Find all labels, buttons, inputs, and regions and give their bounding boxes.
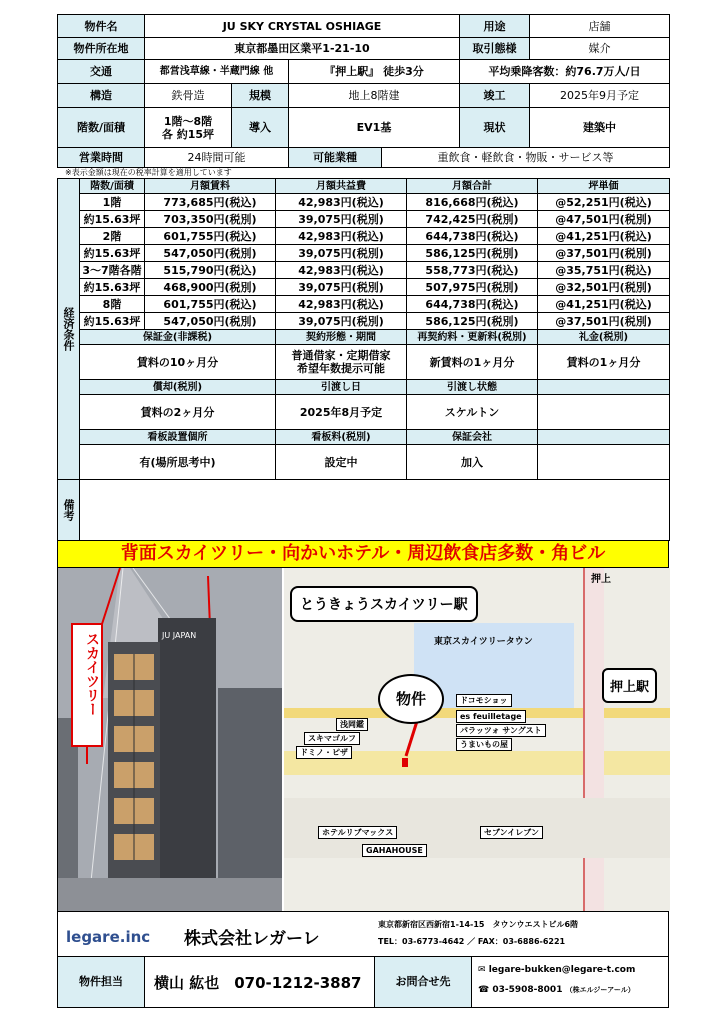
tax-note: ※表示金額は現在の税率計算を適用しています <box>65 168 232 177</box>
shop-label: ドコモショッ <box>456 694 512 707</box>
company-tel-fax: TEL：03-6773-4642 ／ FAX：03-6886-6221 <box>378 937 566 946</box>
company-address: 東京都新宿区西新宿1-14-15 タウンウエストビル6階 <box>378 920 579 929</box>
deal-value: 媒介 <box>530 38 670 60</box>
skytree-label: スカイツリー <box>84 632 100 716</box>
rent-header-4: 坪単価 <box>538 179 670 194</box>
shop-label: ドミノ・ピザ <box>296 746 352 759</box>
building-sign: JU JAPAN <box>162 631 197 640</box>
rent-row <box>58 194 670 211</box>
property-sheet <box>57 14 669 1008</box>
building-illustration <box>58 568 282 911</box>
rent-cell: 42,983円(税込) <box>276 228 407 245</box>
rent-cell: 601,755円(税込) <box>145 228 276 245</box>
rent-cell: 558,773円(税込) <box>407 262 538 279</box>
term-value <box>538 395 670 430</box>
company-footer <box>57 912 669 1008</box>
term-value <box>538 445 670 480</box>
term-label: 引渡し日 <box>276 380 407 395</box>
rent-cell: 644,738円(税込) <box>407 296 538 313</box>
company-name: 株式会社レガーレ <box>184 929 320 949</box>
area-map <box>284 568 670 911</box>
rent-cell: 586,125円(税別) <box>407 313 538 330</box>
rent-cell: 3～7階各階 <box>80 262 145 279</box>
building-photo <box>58 568 282 911</box>
term-label: 引渡し状態 <box>407 380 538 395</box>
term-label: 保証金(非課税) <box>80 330 276 345</box>
structure-value: 鉄骨造 <box>145 84 232 108</box>
email-link[interactable]: legare-bukken@legare-t.com <box>488 965 636 975</box>
rent-cell: 39,075円(税別) <box>276 279 407 296</box>
rent-cell: 507,975円(税別) <box>407 279 538 296</box>
oshiage-top-label: 押上 <box>591 574 611 585</box>
rent-cell: 742,425円(税別) <box>407 211 538 228</box>
rent-cell: 773,685円(税込) <box>145 194 276 211</box>
floor-line-2: 各 約15坪 <box>161 127 215 141</box>
shop-label: 浅岡鑑 <box>336 718 368 731</box>
use-value: 店舗 <box>530 15 670 38</box>
term-value: 普通借家・定期借家 希望年数提示可能 <box>276 345 407 380</box>
rent-cell: 703,350円(税別) <box>145 211 276 228</box>
rent-cell: 816,668円(税込) <box>407 194 538 211</box>
term-label: 看板設置個所 <box>80 430 276 445</box>
rent-cell: 約15.63坪 <box>80 245 145 262</box>
rent-cell: 547,050円(税別) <box>145 313 276 330</box>
rent-row <box>58 228 670 245</box>
property-summary-table <box>57 14 670 168</box>
term-label: 償却(税別) <box>80 380 276 395</box>
phone-note: （株エルジーアール） <box>565 986 635 994</box>
rent-cell: @32,501円(税別) <box>538 279 670 296</box>
skytree-station-label: とうきょうスカイツリー駅 <box>290 586 478 622</box>
structure-label: 構造 <box>58 84 145 108</box>
transport-label: 交通 <box>58 60 145 84</box>
agent-label: 物件担当 <box>58 957 145 1007</box>
ridership-value: 平均乗降客数：約76.7万人/日 <box>460 60 670 84</box>
rent-row <box>58 279 670 296</box>
name-label: 物件名 <box>58 15 145 38</box>
business-label: 可能業種 <box>289 148 382 168</box>
photo-area <box>57 568 669 912</box>
rent-cell: 39,075円(税別) <box>276 245 407 262</box>
station-value: 『押上駅』 徒歩3分 <box>289 60 460 84</box>
remarks-label: 備考 <box>58 480 80 541</box>
promo-banner: 背面スカイツリー・向かいホテル・周辺飲食店多数・角ビル <box>57 541 669 568</box>
shop-label: ホテルリブマックス <box>318 826 397 839</box>
rent-cell: @52,251円(税込) <box>538 194 670 211</box>
term-value: 加入 <box>407 445 538 480</box>
term-value: 設定中 <box>276 445 407 480</box>
rent-header-0: 階数/面積 <box>80 179 145 194</box>
shop-label: GAHAHOUSE <box>362 844 427 857</box>
hours-value: 24時間可能 <box>145 148 289 168</box>
rent-cell: 1階 <box>80 194 145 211</box>
rent-cell: @37,501円(税別) <box>538 245 670 262</box>
remarks-value <box>80 480 670 541</box>
status-label: 現状 <box>460 108 530 148</box>
rent-cell: 約15.63坪 <box>80 211 145 228</box>
rent-row <box>58 296 670 313</box>
term-value: 有(場所思考中) <box>80 445 276 480</box>
term-label: 保証会社 <box>407 430 538 445</box>
shop-label: スキマゴルフ <box>304 732 360 745</box>
floor-label: 階数/面積 <box>58 108 145 148</box>
term-value: 2025年8月予定 <box>276 395 407 430</box>
rent-table <box>57 178 670 541</box>
rent-cell: 586,125円(税別) <box>407 245 538 262</box>
rent-cell: @41,251円(税込) <box>538 228 670 245</box>
shop-label: うまいもの屋 <box>456 738 512 751</box>
rent-cell: 2階 <box>80 228 145 245</box>
rent-cell: 39,075円(税別) <box>276 313 407 330</box>
intro-value: EV1基 <box>289 108 460 148</box>
rent-cell: @35,751円(税込) <box>538 262 670 279</box>
address-value: 東京都墨田区業平1-21-10 <box>145 38 460 60</box>
rent-cell: @47,501円(税別) <box>538 211 670 228</box>
shop-label: パラッツォ サングスト <box>456 724 546 737</box>
rent-cell: 547,050円(税別) <box>145 245 276 262</box>
term-value: 新賃料の1ヶ月分 <box>407 345 538 380</box>
term-label: 契約形態・期間 <box>276 330 407 345</box>
completion-value: 2025年9月予定 <box>530 84 670 108</box>
agent-value: 横山 紘也 070-1212-3887 <box>154 974 362 992</box>
term-label: 礼金(税別) <box>538 330 670 345</box>
term-label: 看板料(税別) <box>276 430 407 445</box>
completion-label: 竣工 <box>460 84 530 108</box>
rent-cell: 601,755円(税込) <box>145 296 276 313</box>
phone-icon: ☎ <box>478 985 490 995</box>
rent-header-3: 月額合計 <box>407 179 538 194</box>
term-value: 賃料の10ヶ月分 <box>80 345 276 380</box>
rent-cell: 8階 <box>80 296 145 313</box>
oshiage-station-label: 押上駅 <box>602 668 657 703</box>
company-logo: legare.inc <box>66 928 151 946</box>
rent-cell: 468,900円(税別) <box>145 279 276 296</box>
rent-header-1: 月額賃料 <box>145 179 276 194</box>
rent-row <box>58 313 670 330</box>
shop-label: es feuilletage <box>456 710 526 723</box>
line-value: 都営浅草線・半蔵門線 他 <box>145 60 289 84</box>
term-label <box>538 430 670 445</box>
term-value: 賃料の2ヶ月分 <box>80 395 276 430</box>
property-callout: 物件 <box>378 674 444 724</box>
town-label: 東京スカイツリータウン <box>434 637 533 647</box>
rent-cell: @41,251円(税込) <box>538 296 670 313</box>
term-value: 賃料の1ヶ月分 <box>538 345 670 380</box>
contact-label: お問合せ先 <box>374 957 472 1007</box>
intro-label: 導入 <box>232 108 289 148</box>
rent-row <box>58 262 670 279</box>
term-label: 再契約料・更新料(税別) <box>407 330 538 345</box>
rent-row <box>58 211 670 228</box>
rent-row <box>58 245 670 262</box>
phone-value: 03-5908-8001 <box>492 985 563 995</box>
rent-cell: 644,738円(税込) <box>407 228 538 245</box>
rent-cell: @37,501円(税別) <box>538 313 670 330</box>
rent-cell: 42,983円(税込) <box>276 296 407 313</box>
address-label: 物件所在地 <box>58 38 145 60</box>
rent-cell: 515,790円(税込) <box>145 262 276 279</box>
economic-side-label: 経済条件 <box>58 179 80 480</box>
use-label: 用途 <box>460 15 530 38</box>
shop-label: セブンイレブン <box>480 826 543 839</box>
rent-cell: 約15.63坪 <box>80 279 145 296</box>
mail-icon: ✉ <box>478 965 486 975</box>
hours-label: 営業時間 <box>58 148 145 168</box>
scale-value: 地上8階建 <box>289 84 460 108</box>
status-value: 建築中 <box>530 108 670 148</box>
floor-line-1: 1階～8階 <box>163 114 213 128</box>
rent-cell: 約15.63坪 <box>80 313 145 330</box>
business-value: 重飲食・軽飲食・物販・サービス等 <box>382 148 670 168</box>
rent-header-2: 月額共益費 <box>276 179 407 194</box>
term-label <box>538 380 670 395</box>
property-name: JU SKY CRYSTAL OSHIAGE <box>145 15 460 38</box>
scale-label: 規模 <box>232 84 289 108</box>
deal-label: 取引態様 <box>460 38 530 60</box>
floor-value <box>145 108 232 148</box>
term-value: スケルトン <box>407 395 538 430</box>
rent-cell: 42,983円(税込) <box>276 194 407 211</box>
rent-cell: 42,983円(税込) <box>276 262 407 279</box>
rent-cell: 39,075円(税別) <box>276 211 407 228</box>
